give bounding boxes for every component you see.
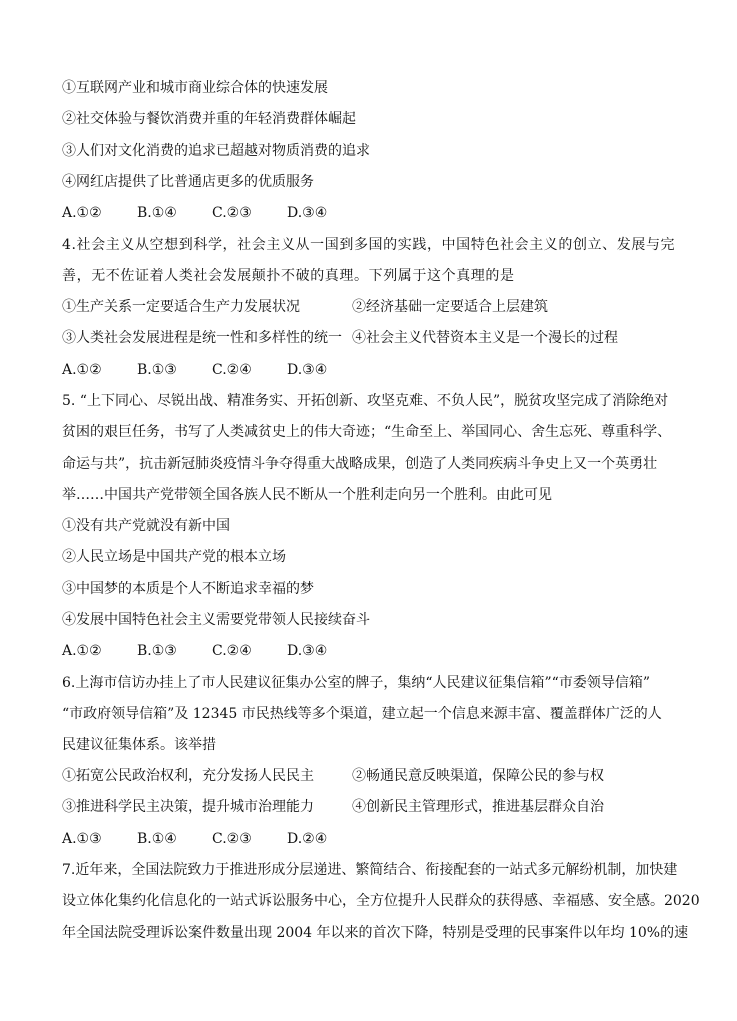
q3-choices xyxy=(62,203,327,223)
q3-choice-c[interactable]: C.②③ xyxy=(212,205,252,221)
q3-option-1: ①互联网产业和城市商业综合体的快速发展 xyxy=(62,80,328,96)
q4-choice-c[interactable]: C.②④ xyxy=(212,362,252,378)
q6-stem-line-3: 民建议征集体系。该举措 xyxy=(62,737,216,753)
q6-option-2: ②畅通民意反映渠道，保障公民的参与权 xyxy=(352,768,604,784)
q5-option-3: ③中国梦的本质是个人不断追求幸福的梦 xyxy=(62,581,314,597)
q5-choice-d[interactable]: D.③④ xyxy=(287,643,328,659)
q5-stem-line-4: 举……中国共产党带领全国各族人民不断从一个胜利走向另一个胜利。由此可见 xyxy=(62,487,552,503)
q4-choice-b[interactable]: B.①③ xyxy=(137,362,177,378)
q4-option-row-1 xyxy=(62,297,548,317)
q4-option-1: ①生产关系一定要适合生产力发展状况 xyxy=(62,299,300,315)
q6-choice-c[interactable]: C.②③ xyxy=(212,831,252,847)
q5-option-4: ④发展中国特色社会主义需要党带领人民接续奋斗 xyxy=(62,612,370,628)
q3-choice-b[interactable]: B.①④ xyxy=(137,205,177,221)
q5-choices xyxy=(62,641,327,661)
q6-choices xyxy=(62,829,327,849)
q4-option-row-2 xyxy=(62,328,618,348)
q6-stem-line-1: 6.上海市信访办挂上了市人民建议征集办公室的牌子，集纳“人民建议征集信箱”“市委领导信箱” xyxy=(62,675,650,691)
q5-option-1: ①没有共产党就没有新中国 xyxy=(62,518,230,534)
q5-stem-line-3: 命运与共”，抗击新冠肺炎疫情斗争夺得重大战略成果，创造了人类同疾病斗争史上又一个英勇壮 xyxy=(62,456,658,472)
q5-stem-line-1: 5. “上下同心、尽锐出战、精准务实、开拓创新、攻坚克难、不负人民”，脱贫攻坚完成了消除绝对 xyxy=(62,393,669,409)
q6-option-row-2 xyxy=(62,797,604,817)
q3-choice-a[interactable]: A.①② xyxy=(62,205,102,221)
q3-option-4: ④网红店提供了比普通店更多的优质服务 xyxy=(62,174,314,190)
q6-choice-d[interactable]: D.②④ xyxy=(287,831,328,847)
q6-stem-line-2: “市政府领导信箱”及 12345 市民热线等多个渠道，建立起一个信息来源丰富、覆盖群体广泛的人 xyxy=(62,706,662,722)
q4-stem-line-2: 善，无不佐证着人类社会发展颠扑不破的真理。下列属于这个真理的是 xyxy=(62,268,515,284)
q4-choices xyxy=(62,360,327,380)
q5-stem-line-2: 贫困的艰巨任务，书写了人类减贫史上的伟大奇迹；“生命至上、举国同心、舍生忘死、尊重科学、 xyxy=(62,424,672,440)
q4-choice-d[interactable]: D.③④ xyxy=(287,362,328,378)
q5-choice-b[interactable]: B.①③ xyxy=(137,643,177,659)
q4-option-4: ④社会主义代替资本主义是一个漫长的过程 xyxy=(352,330,618,346)
q6-option-row-1 xyxy=(62,766,604,786)
q4-option-2: ②经济基础一定要适合上层建筑 xyxy=(352,299,548,315)
q5-choice-a[interactable]: A.①② xyxy=(62,643,102,659)
q7-stem-line-2: 设立体化集约化信息化的一站式诉讼服务中心，全方位提升人民群众的获得感、幸福感、安全感。2020 xyxy=(62,893,700,909)
q7-stem-line-3: 年全国法院受理诉讼案件数量出现 2004 年以来的首次下降，特别是受理的民事案件以年均 10%的速 xyxy=(62,925,689,941)
q7-stem-line-1: 7.近年来，全国法院致力于推进形成分层递进、繁简结合、衔接配套的一站式多元解纷机制，加快建 xyxy=(62,862,678,878)
q3-option-3: ③人们对文化消费的追求已超越对物质消费的追求 xyxy=(62,143,370,159)
q6-option-1: ①拓宽公民政治权利，充分发扬人民民主 xyxy=(62,768,314,784)
q4-stem-line-1: 4.社会主义从空想到科学，社会主义从一国到多国的实践，中国特色社会主义的创立、发展与完 xyxy=(62,237,676,253)
q6-choice-b[interactable]: B.①④ xyxy=(137,831,177,847)
q6-choice-a[interactable]: A.①③ xyxy=(62,831,102,847)
q6-option-4: ④创新民主管理形式，推进基层群众自治 xyxy=(352,799,604,815)
q4-option-3: ③人类社会发展进程是统一性和多样性的统一 xyxy=(62,330,342,346)
q6-option-3: ③推进科学民主决策，提升城市治理能力 xyxy=(62,799,314,815)
q3-option-2: ②社交体验与餐饮消费并重的年轻消费群体崛起 xyxy=(62,111,356,127)
q5-choice-c[interactable]: C.②④ xyxy=(212,643,252,659)
q4-choice-a[interactable]: A.①② xyxy=(62,362,102,378)
q5-option-2: ②人民立场是中国共产党的根本立场 xyxy=(62,549,286,565)
q3-choice-d[interactable]: D.③④ xyxy=(287,205,328,221)
